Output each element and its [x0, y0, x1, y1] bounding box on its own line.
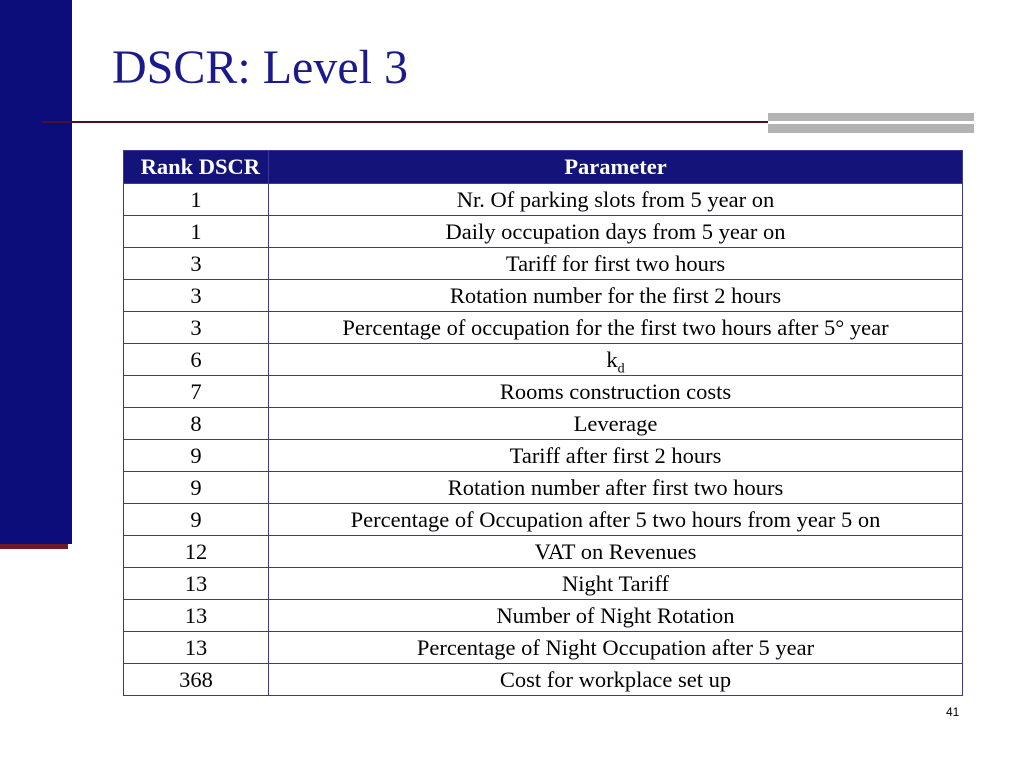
rank-cell: 9: [124, 504, 269, 536]
rank-cell: 13: [124, 600, 269, 632]
table-row: [124, 312, 963, 344]
header-parameter: Parameter: [269, 151, 963, 184]
table-header-row: [124, 151, 963, 184]
rank-cell: 3: [124, 248, 269, 280]
parameter-text: k: [606, 347, 618, 372]
parameter-cell: Tariff for first two hours: [269, 248, 963, 280]
rank-cell: 9: [124, 440, 269, 472]
table-row: [124, 216, 963, 248]
parameter-cell: Percentage of occupation for the first two hours after 5° year: [269, 312, 963, 344]
rank-cell: 1: [124, 184, 269, 216]
table-row: [124, 408, 963, 440]
parameter-cell: Leverage: [269, 408, 963, 440]
rank-cell: 6: [124, 344, 269, 376]
parameter-cell: Percentage of Occupation after 5 two hours from year 5 on: [269, 504, 963, 536]
table-row: [124, 536, 963, 568]
parameter-cell: Daily occupation days from 5 year on: [269, 216, 963, 248]
accent-block-gap: [768, 121, 974, 124]
parameter-cell: Tariff after first 2 hours: [269, 440, 963, 472]
table-row: [124, 632, 963, 664]
parameter-cell: Rooms construction costs: [269, 376, 963, 408]
rank-cell: 13: [124, 568, 269, 600]
rank-cell: 13: [124, 632, 269, 664]
slide-title: DSCR: Level 3: [112, 41, 408, 94]
rank-cell: 8: [124, 408, 269, 440]
parameter-cell: Percentage of Night Occupation after 5 year: [269, 632, 963, 664]
table-row: [124, 184, 963, 216]
rank-cell: 3: [124, 280, 269, 312]
rank-cell: 1: [124, 216, 269, 248]
parameter-cell: Number of Night Rotation: [269, 600, 963, 632]
accent-block: [768, 113, 974, 133]
parameter-cell: [269, 344, 963, 376]
parameter-cell: Rotation number for the first 2 hours: [269, 280, 963, 312]
parameter-cell: Cost for workplace set up: [269, 664, 963, 696]
table-row: [124, 440, 963, 472]
table-row: [124, 376, 963, 408]
table-row: [124, 504, 963, 536]
table-row: [124, 344, 963, 376]
table-row: [124, 280, 963, 312]
parameter-cell: Rotation number after first two hours: [269, 472, 963, 504]
parameter-subscript: d: [617, 361, 625, 376]
page-number: 41: [946, 705, 960, 719]
table-row: [124, 568, 963, 600]
header-rank-dscr: Rank DSCR: [124, 151, 269, 184]
rank-cell: 3: [124, 312, 269, 344]
parameter-cell: Nr. Of parking slots from 5 year on: [269, 184, 963, 216]
dscr-table-container: [123, 150, 962, 696]
rank-cell: 7: [124, 376, 269, 408]
table-row: [124, 600, 963, 632]
table-body: [124, 184, 963, 696]
side-bar: [0, 0, 72, 544]
parameter-cell: Night Tariff: [269, 568, 963, 600]
dscr-table: [123, 150, 963, 696]
table-row: [124, 248, 963, 280]
rank-cell: 368: [124, 664, 269, 696]
rank-cell: 12: [124, 536, 269, 568]
table-row: [124, 472, 963, 504]
table-row: [124, 664, 963, 696]
rank-cell: 9: [124, 472, 269, 504]
parameter-cell: VAT on Revenues: [269, 536, 963, 568]
